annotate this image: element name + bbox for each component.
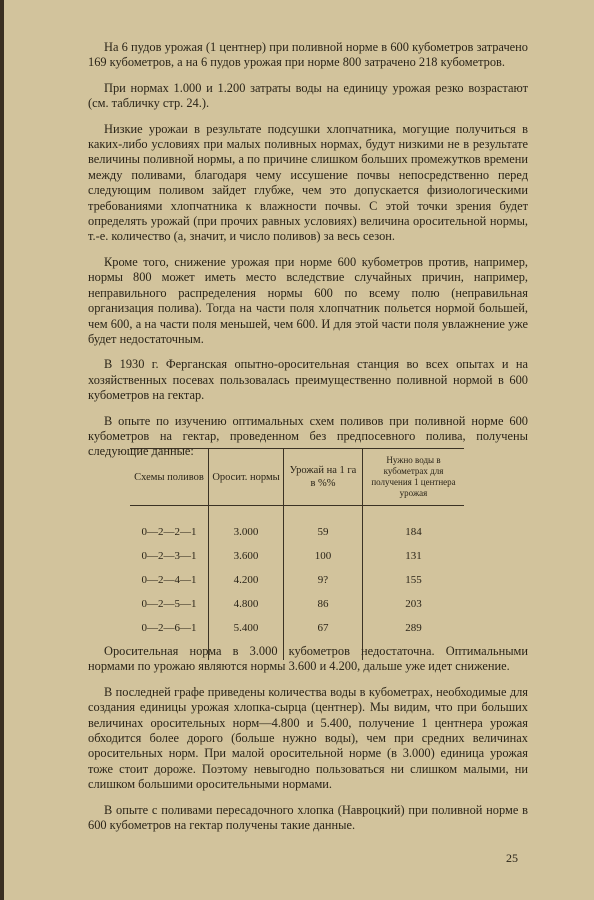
paragraph-4: Кроме того, снижение урожая при норме 600 кубометров против, например, нормы 800 может иметь место вследствие случайных причин, например, неправильного распределения нормы 600 по всему полю (неправильная организация полива). Тогда на части поля хлопчатник польется нормой большей, чем 600, а на части поля меньшей, чем 600. И для этой части поля увлажнение уже будет недостаточным. [88, 254, 528, 346]
table-row [130, 506, 464, 545]
table-row [130, 544, 464, 568]
page-number: 25 [506, 851, 518, 865]
paragraph-5: В 1930 г. Ферганская опытно-оросительная станция во всех опытах и на хозяйственных посевах пользовалась преимущественно поливной нормой в 600 кубометров на гектар. [88, 357, 528, 403]
paragraph-3: Низкие урожаи в результате подсушки хлопчатника, могущие получиться в каких-либо условиях при малых поливных нормах, будут низкими не в результате величины поливной нормы, а по причине слишком больших промежутков времени между поливами, благодаря чему иссушение почвы непосредственно перед следующим поливом зайдет глубже, чем это допускается физиологическими требованиями хлопчатника к влажности почвы. С этой точки зрения будет определять урожай (при прочих равных условиях) величина оросительной нормы, т.-е. количество (а, значит, и число поливов) за весь сезон. [88, 121, 528, 244]
table-row [130, 592, 464, 616]
cell-yield: 67 [284, 616, 363, 660]
data-table-wrapper [130, 448, 464, 660]
paragraph-6: В опыте по изучению оптимальных схем поливов при поливной норме 600 кубометров на гектар, проведенном без предпосевного полива, получены следующие данные: [88, 413, 528, 459]
table-row [130, 568, 464, 592]
cell-water: 184 [363, 506, 465, 545]
cell-scheme: 0—2—2—1 [141, 526, 197, 538]
cell-norm: 3.000 [209, 506, 284, 545]
paragraph-8: В последней графе приведены количества воды в кубометрах, необходимые для создания единицы урожая хлопка-сырца (центнер). Мы видим, что при больших величинах оросительных норм—4.800 и 5.400, получение 1 центнера урожая обходится более дорого (больше нужно воды), чем при средних величинах оросительных норм. При малой оросительной норме (в 3.000) единица урожая тоже стоит дороже. Поэтому невыгодно пользоваться ни слишком малыми, ни слишком большими оросительными нормами. [88, 684, 528, 792]
cell-yield: 100 [284, 544, 363, 568]
table-header-row [130, 449, 464, 506]
cell-norm: 3.600 [209, 544, 284, 568]
paragraph-2: При нормах 1.000 и 1.200 затраты воды на единицу урожая резко возрастают (см. табличку стр. 24.). [88, 80, 528, 111]
cell-scheme: 0—2—5—1 [141, 598, 197, 610]
text-block-top [88, 40, 528, 470]
cell-yield: 9? [284, 568, 363, 592]
irrigation-table [130, 448, 464, 660]
header-norms: Оросит. нормы [209, 449, 284, 506]
cell-scheme: 0—2—6—1 [141, 622, 197, 634]
cell-water: 155 [363, 568, 465, 592]
paragraph-1: На 6 пудов урожая (1 центнер) при поливной норме в 600 кубометров затрачено 169 кубометров, а на 6 пудов урожая при норме 800 затрачено 218 кубометров. [88, 40, 528, 70]
cell-norm: 4.200 [209, 568, 284, 592]
cell-water: 203 [363, 592, 465, 616]
header-yield: Урожай на 1 га в %% [284, 449, 363, 506]
cell-norm: 5.400 [209, 616, 284, 660]
cell-scheme: 0—2—4—1 [141, 574, 197, 586]
header-schemes: Схемы поливов [130, 449, 209, 506]
page-edge [0, 0, 4, 900]
cell-scheme: 0—2—3—1 [141, 550, 197, 562]
cell-yield: 59 [284, 506, 363, 545]
cell-yield: 86 [284, 592, 363, 616]
cell-water: 131 [363, 544, 465, 568]
cell-norm: 4.800 [209, 592, 284, 616]
header-water: Нужно воды в кубометрах для получения 1 центнера урожая [363, 449, 465, 506]
paragraph-9: В опыте с поливами пересадочного хлопка (Навроцкий) при поливной норме в 600 кубометров на гектар получены такие данные. [88, 802, 528, 833]
text-block-bottom [88, 644, 528, 843]
cell-water: 289 [363, 616, 465, 660]
paragraph-7: Оросительная норма в 3.000 кубометров недостаточна. Оптимальными нормами по урожаю являются нормы 3.600 и 4.200, дальше уже идет снижение. [88, 644, 528, 674]
